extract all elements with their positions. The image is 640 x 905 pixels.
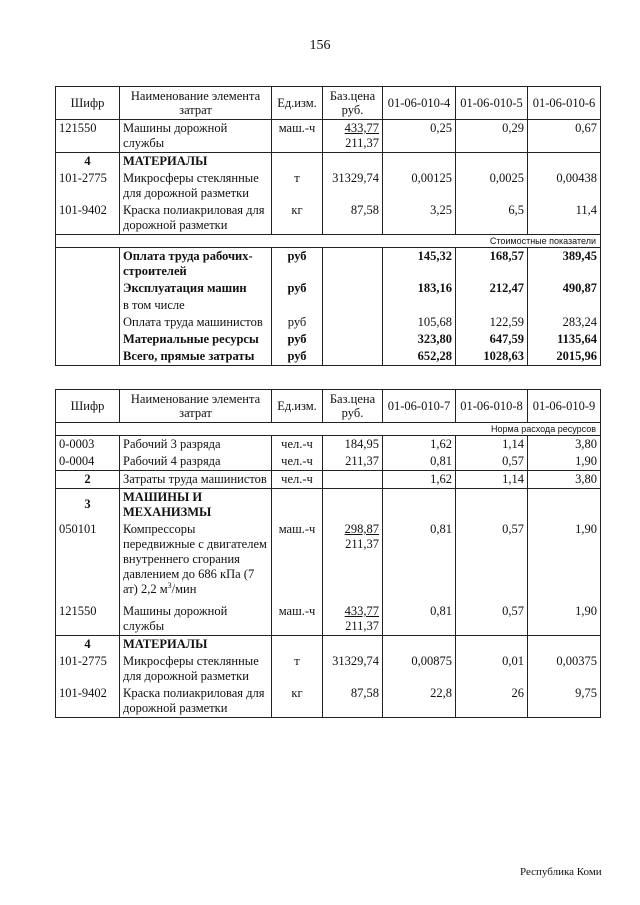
summary-value-3: 490,87 (528, 280, 601, 297)
section-title: МАТЕРИАЛЫ (120, 636, 272, 654)
row-unit: чел.-ч (272, 436, 323, 454)
row-value-2: 1,14 (456, 471, 528, 489)
row-code: 121550 (56, 120, 120, 153)
table-row (56, 471, 601, 489)
row-name: Рабочий 3 разряда (120, 436, 272, 454)
summary-name: Оплата труда машинистов (120, 314, 272, 331)
col-header-price: Баз.цена руб. (323, 87, 383, 120)
price-current: 433,77 (344, 604, 379, 618)
price-base: 211,37 (345, 136, 379, 150)
table-row (56, 521, 601, 598)
row-value-1: 1,62 (383, 436, 456, 454)
row-name-superscript: 3 (167, 580, 172, 590)
row-price (323, 598, 383, 636)
section-row (56, 489, 601, 522)
col-header-norm-2: 01-06-010-8 (456, 390, 528, 423)
band-label: Стоимостные показатели (56, 235, 601, 248)
row-value-1: 0,00125 (383, 170, 456, 202)
row-unit: маш.-ч (272, 598, 323, 636)
summary-value-1: 105,68 (383, 314, 456, 331)
row-value-1: 3,25 (383, 202, 456, 235)
row-value-2: 0,57 (456, 521, 528, 598)
col-header-norm-1: 01-06-010-7 (383, 390, 456, 423)
col-header-unit: Ед.изм. (272, 390, 323, 423)
row-code: 101-9402 (56, 685, 120, 718)
summary-row (56, 314, 601, 331)
summary-value-1: 183,16 (383, 280, 456, 297)
row-price (323, 471, 383, 489)
price-base: 211,37 (345, 619, 379, 633)
row-value-3: 3,80 (528, 436, 601, 454)
summary-value-3: 1135,64 (528, 331, 601, 348)
summary-name: Всего, прямые затраты (120, 348, 272, 366)
row-value-2: 0,0025 (456, 170, 528, 202)
row-name: Микросферы стеклянные для дорожной разметки (120, 653, 272, 685)
summary-unit: руб (272, 248, 323, 281)
summary-value-1: 652,28 (383, 348, 456, 366)
row-name: Краска полиакриловая для дорожной разметки (120, 202, 272, 235)
row-value-2: 0,29 (456, 120, 528, 153)
section-title: МАШИНЫ И МЕХАНИЗМЫ (120, 489, 272, 522)
row-value-1: 0,00875 (383, 653, 456, 685)
col-header-name: Наименование элемента затрат (120, 390, 272, 423)
col-header-norm-3: 01-06-010-9 (528, 390, 601, 423)
table-header (56, 390, 601, 423)
row-name: Микросферы стеклянные для дорожной разметки (120, 170, 272, 202)
table-row (56, 436, 601, 454)
col-header-code: Шифр (56, 390, 120, 423)
row-value-3: 1,90 (528, 521, 601, 598)
col-header-price: Баз.цена руб. (323, 390, 383, 423)
row-value-2: 26 (456, 685, 528, 718)
row-unit: чел.-ч (272, 453, 323, 471)
row-unit: маш.-ч (272, 521, 323, 598)
row-price: 31329,74 (323, 170, 383, 202)
table-row (56, 685, 601, 718)
row-price (323, 120, 383, 153)
summary-value-3: 283,24 (528, 314, 601, 331)
row-unit: т (272, 653, 323, 685)
summary-value-2: 647,59 (456, 331, 528, 348)
band-label: Норма расхода ресурсов (56, 423, 601, 436)
section-number: 4 (56, 636, 120, 654)
summary-row (56, 248, 601, 281)
row-value-3: 0,00438 (528, 170, 601, 202)
summary-value-3: 2015,96 (528, 348, 601, 366)
row-name: Машины дорожной службы (120, 120, 272, 153)
row-unit: чел.-ч (272, 471, 323, 489)
row-name-tail: /мин (171, 582, 197, 596)
row-code: 101-2775 (56, 653, 120, 685)
row-value-3: 0,67 (528, 120, 601, 153)
row-value-3: 3,80 (528, 471, 601, 489)
section-number: 4 (56, 153, 120, 171)
summary-value-2: 168,57 (456, 248, 528, 281)
row-value-2: 0,57 (456, 598, 528, 636)
row-value-1: 0,81 (383, 598, 456, 636)
row-price: 184,95 (323, 436, 383, 454)
summary-value-1: 323,80 (383, 331, 456, 348)
row-value-1: 0,81 (383, 453, 456, 471)
summary-value-2: 122,59 (456, 314, 528, 331)
table-row (56, 453, 601, 471)
price-current: 433,77 (344, 121, 379, 135)
table-row (56, 202, 601, 235)
col-header-code: Шифр (56, 87, 120, 120)
summary-value-2: 1028,63 (456, 348, 528, 366)
summary-row (56, 331, 601, 348)
cost-table-1 (55, 86, 601, 366)
summary-row (56, 280, 601, 297)
row-price: 31329,74 (323, 653, 383, 685)
summary-row (56, 348, 601, 366)
summary-name: Материальные ресурсы (120, 331, 272, 348)
col-header-norm-1: 01-06-010-4 (383, 87, 456, 120)
row-name: Рабочий 4 разряда (120, 453, 272, 471)
price-base: 211,37 (345, 537, 379, 551)
summary-unit: руб (272, 348, 323, 366)
row-value-3: 0,00375 (528, 653, 601, 685)
row-name: Машины дорожной службы (120, 598, 272, 636)
summary-value-3: 389,45 (528, 248, 601, 281)
row-price: 87,58 (323, 685, 383, 718)
summary-unit: руб (272, 280, 323, 297)
row-value-2: 6,5 (456, 202, 528, 235)
band-row (56, 235, 601, 248)
row-code: 050101 (56, 521, 120, 598)
summary-unit: руб (272, 331, 323, 348)
summary-name: Оплата труда рабочих-строителей (120, 248, 272, 281)
row-value-3: 9,75 (528, 685, 601, 718)
col-header-norm-3: 01-06-010-6 (528, 87, 601, 120)
section-row (56, 153, 601, 171)
row-price (323, 521, 383, 598)
col-header-unit: Ед.изм. (272, 87, 323, 120)
row-unit: маш.-ч (272, 120, 323, 153)
table-row (56, 170, 601, 202)
row-value-3: 1,90 (528, 598, 601, 636)
summary-unit: руб (272, 314, 323, 331)
row-unit: кг (272, 202, 323, 235)
summary-name: в том числе (120, 297, 272, 314)
row-price: 211,37 (323, 453, 383, 471)
row-value-3: 11,4 (528, 202, 601, 235)
row-value-1: 1,62 (383, 471, 456, 489)
row-unit: кг (272, 685, 323, 718)
row-code: 0-0003 (56, 436, 120, 454)
table-row (56, 120, 601, 153)
col-header-norm-2: 01-06-010-5 (456, 87, 528, 120)
summary-value-2: 212,47 (456, 280, 528, 297)
row-code: 0-0004 (56, 453, 120, 471)
row-code: 101-9402 (56, 202, 120, 235)
section-row (56, 636, 601, 654)
row-name: Краска полиакриловая для дорожной разметки (120, 685, 272, 718)
row-code: 2 (56, 471, 120, 489)
section-number: 3 (56, 489, 120, 522)
table-row (56, 653, 601, 685)
row-value-1: 0,81 (383, 521, 456, 598)
footer-region: Республика Коми (520, 866, 602, 878)
row-value-2: 0,01 (456, 653, 528, 685)
row-code: 101-2775 (56, 170, 120, 202)
cost-table-2 (55, 389, 601, 718)
price-current: 298,87 (344, 522, 379, 536)
row-value-2: 1,14 (456, 436, 528, 454)
summary-row (56, 297, 601, 314)
col-header-name: Наименование элемента затрат (120, 87, 272, 120)
row-value-1: 0,25 (383, 120, 456, 153)
row-code: 121550 (56, 598, 120, 636)
row-price: 87,58 (323, 202, 383, 235)
band-row (56, 423, 601, 436)
summary-value-1: 145,32 (383, 248, 456, 281)
row-name (120, 521, 272, 598)
row-name: Затраты труда машинистов (120, 471, 272, 489)
row-value-1: 22,8 (383, 685, 456, 718)
row-value-3: 1,90 (528, 453, 601, 471)
row-unit: т (272, 170, 323, 202)
summary-name: Эксплуатация машин (120, 280, 272, 297)
section-title: МАТЕРИАЛЫ (120, 153, 272, 171)
table-row (56, 598, 601, 636)
table-header (56, 87, 601, 120)
page-number: 156 (309, 38, 331, 53)
row-value-2: 0,57 (456, 453, 528, 471)
row-name-text: Компрессоры передвижные с двигателем внутреннего сгорания давлением до 686 кПа (7 ат) 2,2 м (123, 522, 267, 596)
